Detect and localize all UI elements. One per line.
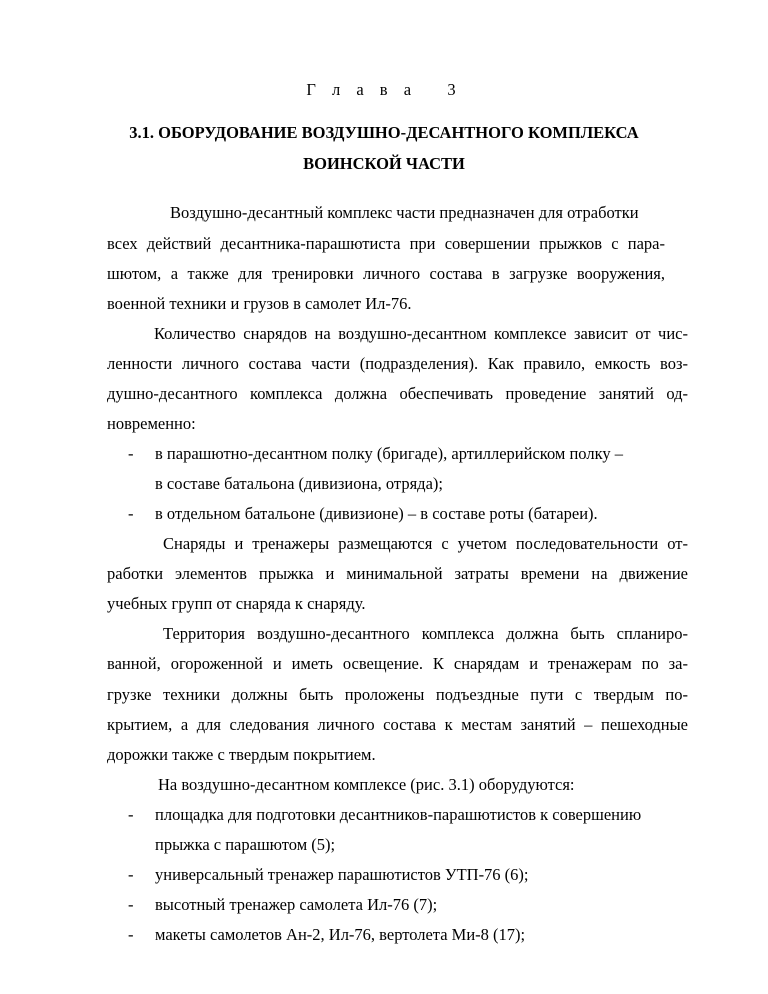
text-line: прыжка с парашютом (5); xyxy=(155,835,336,854)
text-line: грузке техники должны быть проложены подъездные пути с твердым по- xyxy=(107,685,688,704)
chapter-heading: Г л а в а 3 xyxy=(306,80,462,99)
text-line: в парашютно-десантном полку (бригаде), артиллерийском полку – xyxy=(155,444,623,463)
text-line: Количество снарядов на воздушно-десантном комплексе зависит от чис- xyxy=(154,324,688,343)
text-line: На воздушно-десантном комплексе (рис. 3.1) оборудуются: xyxy=(158,775,575,794)
text-line: макеты самолетов Ан-2, Ил-76, вертолета Ми-8 (17); xyxy=(155,925,526,944)
list-dash: - xyxy=(128,865,134,884)
text-line: крытием, а для следования личного состава к местам занятий – пешеходные xyxy=(107,715,688,734)
text-line: учебных групп от снаряда к снаряду. xyxy=(107,594,366,613)
section-title-line-2: ВОИНСКОЙ ЧАСТИ xyxy=(303,154,465,173)
list-dash: - xyxy=(128,895,134,914)
text-line: душно-десантного комплекса должна обеспечивать проведение занятий од- xyxy=(107,384,688,403)
text-line: Территория воздушно-десантного комплекса должна быть спланиро- xyxy=(163,624,688,643)
text-line: площадка для подготовки десантников-парашютистов к совершению xyxy=(155,805,642,824)
text-line: Воздушно-десантный комплекс части предназначен для отработки xyxy=(170,203,639,222)
text-line: новременно: xyxy=(107,414,196,433)
text-line: ленности личного состава части (подразделения). Как правило, емкость воз- xyxy=(107,354,688,373)
list-dash: - xyxy=(128,805,134,824)
text-line: всех действий десантника-парашютиста при совершении прыжков с пара- xyxy=(107,234,665,253)
text-line: ванной, огороженной и иметь освещение. К снарядам и тренажерам по за- xyxy=(107,654,688,673)
text-line: шютом, а также для тренировки личного состава в загрузке вооружения, xyxy=(107,264,665,283)
list-dash: - xyxy=(128,444,134,463)
text-line: в отдельном батальоне (дивизионе) – в составе роты (батареи). xyxy=(155,504,598,523)
text-line: универсальный тренажер парашютистов УТП-76 (6); xyxy=(155,865,529,884)
list-dash: - xyxy=(128,925,134,944)
text-line: дорожки также с твердым покрытием. xyxy=(107,745,376,764)
list-dash: - xyxy=(128,504,134,523)
text-line: военной техники и грузов в самолет Ил-76. xyxy=(107,294,412,313)
section-title-line-1: 3.1. ОБОРУДОВАНИЕ ВОЗДУШНО-ДЕСАНТНОГО КОМПЛЕКСА xyxy=(129,123,639,142)
text-line: работки элементов прыжка и минимальной затраты времени на движение xyxy=(107,564,688,583)
text-line: Снаряды и тренажеры размещаются с учетом последовательности от- xyxy=(163,534,688,553)
text-line: в составе батальона (дивизиона, отряда); xyxy=(155,474,443,493)
text-line: высотный тренажер самолета Ил-76 (7); xyxy=(155,895,438,914)
